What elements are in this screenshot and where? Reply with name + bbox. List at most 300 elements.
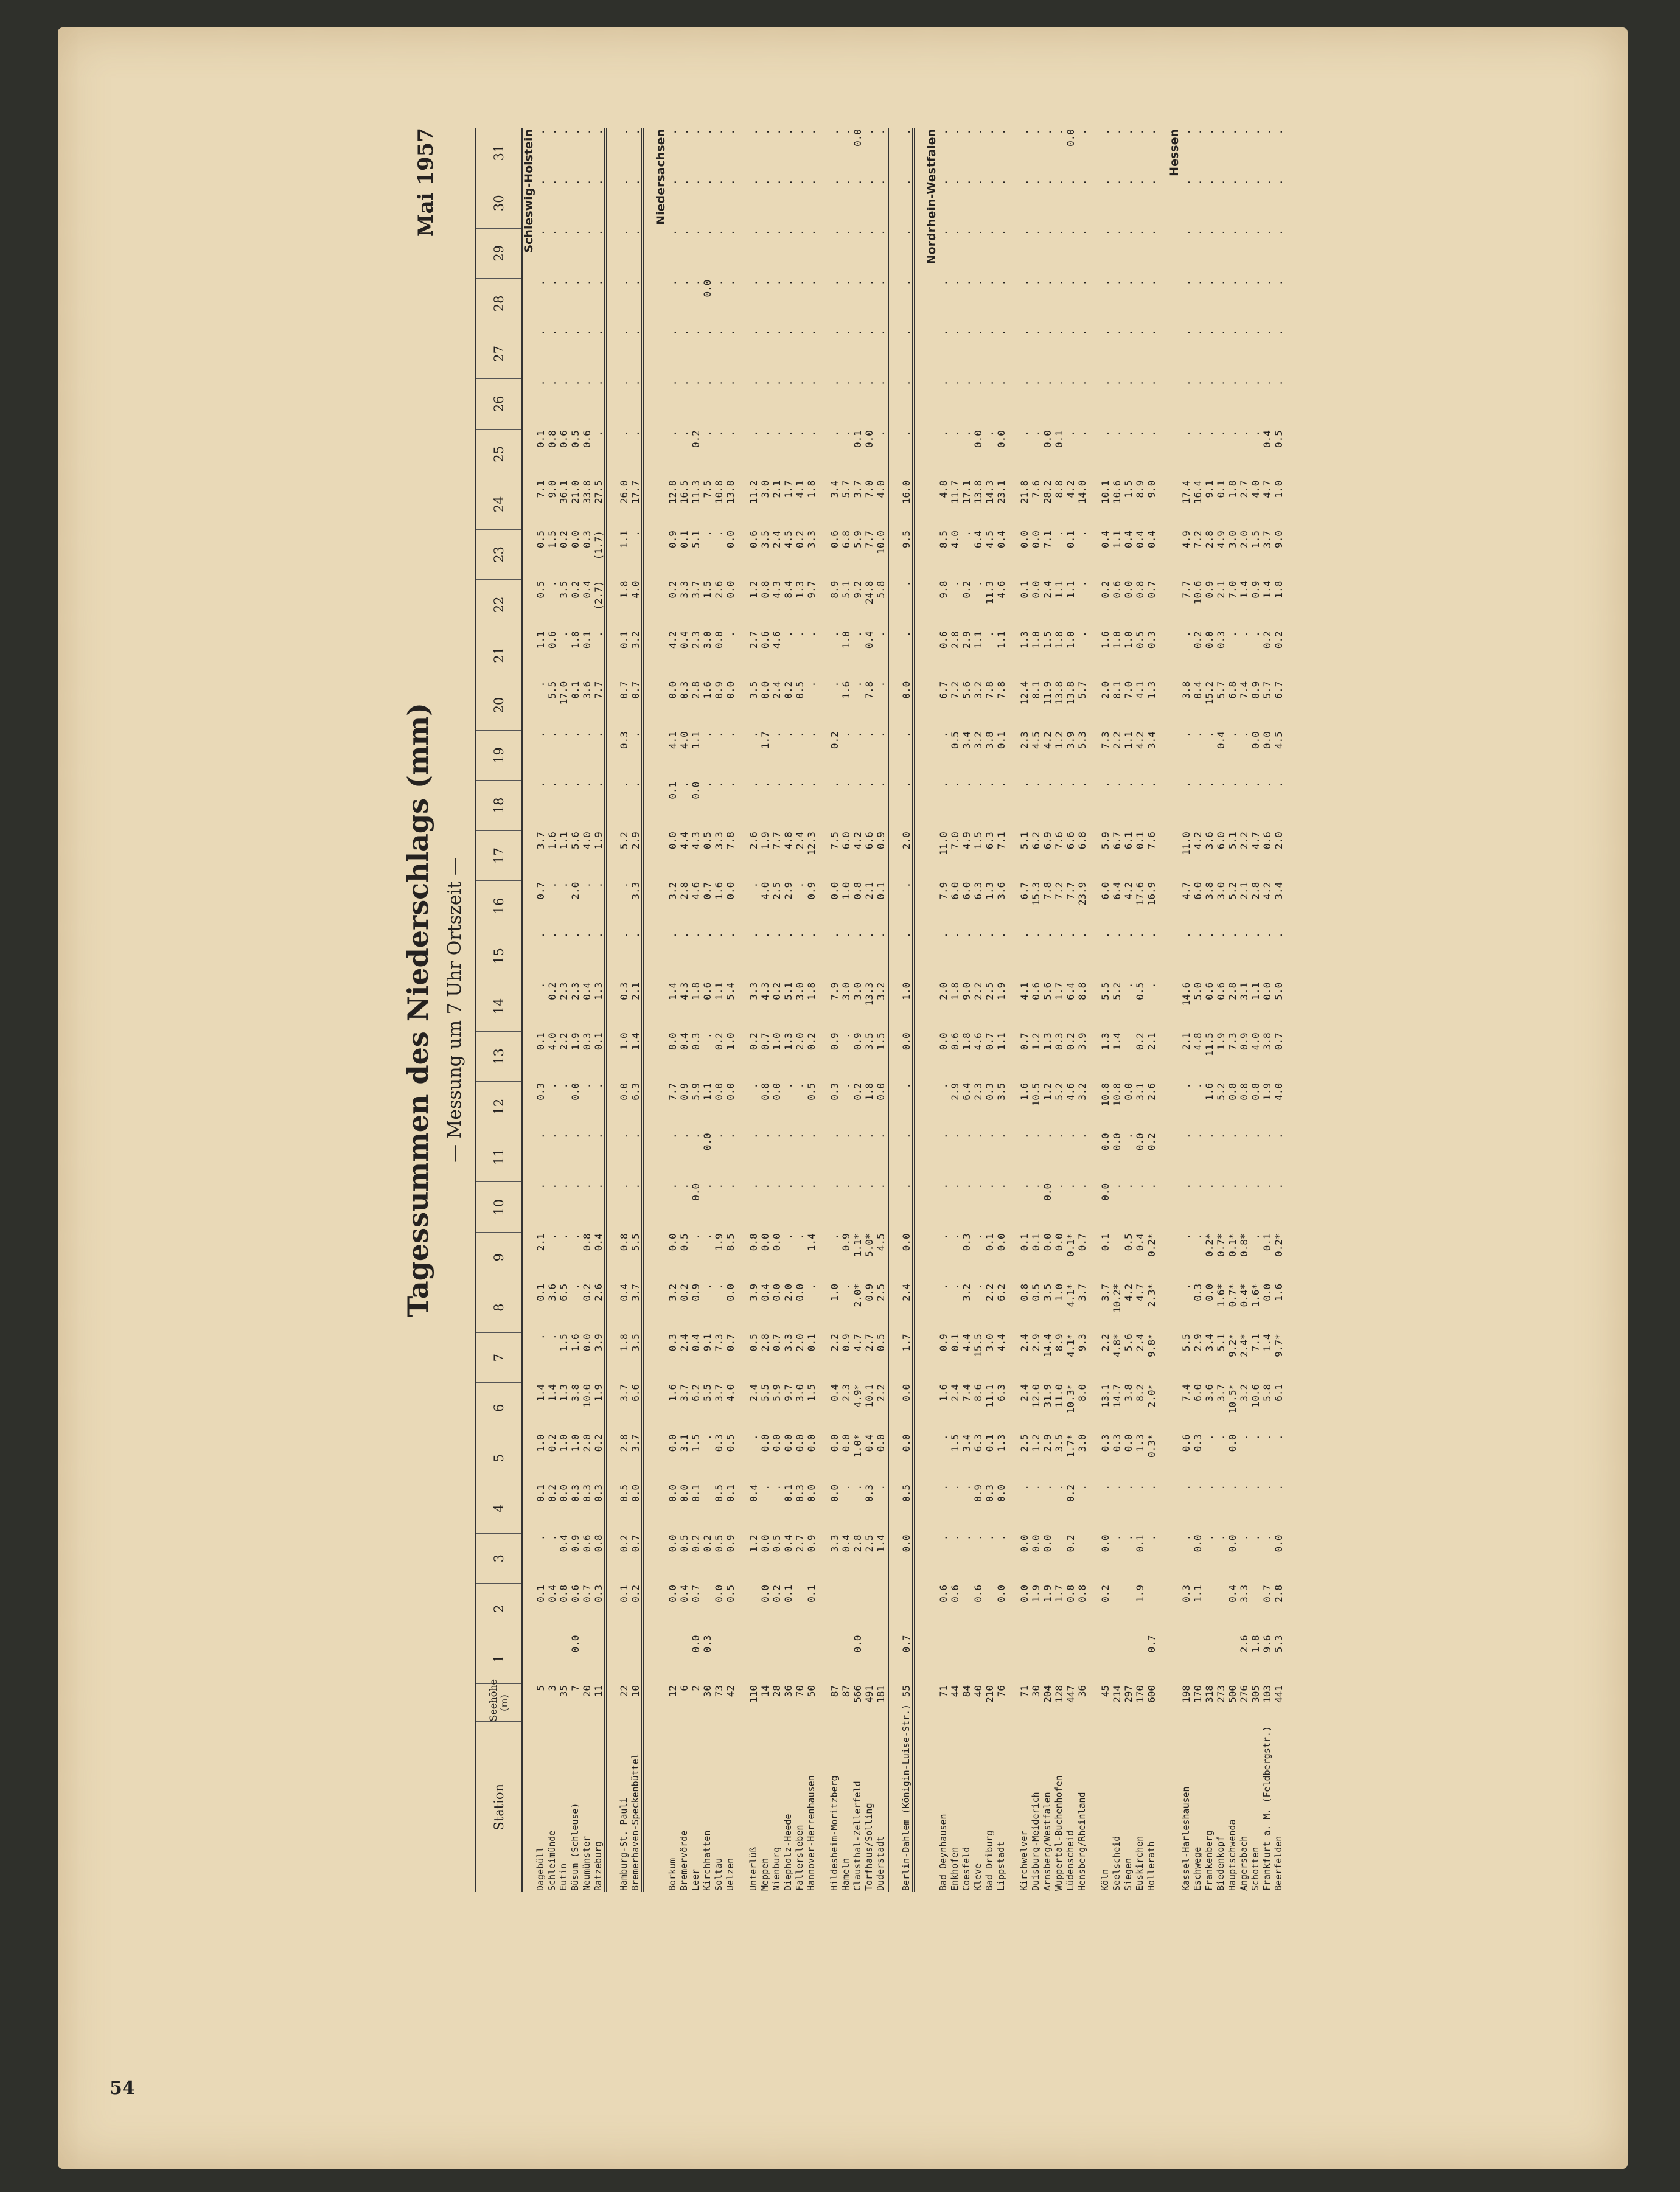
header-day: 13	[476, 1031, 523, 1082]
station-elevation: 84	[961, 1685, 972, 1697]
precip-value: 0.8	[546, 430, 558, 448]
station-elevation: 76	[995, 1685, 1007, 1697]
precip-value: 0.0	[1227, 1534, 1238, 1553]
precip-value: .	[1146, 1183, 1157, 1189]
precip-value: .	[984, 781, 995, 788]
precip-value: 1.0	[840, 631, 852, 649]
precip-value: 3.2	[961, 1283, 972, 1301]
precip-value: .	[794, 330, 806, 336]
precip-value: 2.0*	[852, 1283, 863, 1307]
precip-value	[949, 1634, 961, 1684]
precip-value: 0.8	[558, 1584, 570, 1602]
precip-value: 5.5	[1100, 982, 1111, 1000]
precip-value: 0.0	[995, 1584, 1007, 1602]
precip-value: .	[1030, 932, 1042, 938]
precip-value: .	[1134, 1183, 1146, 1189]
precip-value: .	[748, 1082, 759, 1089]
precip-value: .	[1076, 1133, 1088, 1139]
precip-value: 1.1	[690, 731, 702, 750]
station-name: Lippstadt	[995, 1841, 1006, 1891]
precip-value: 1.5	[806, 1383, 817, 1402]
precip-value: 13.1	[1100, 1383, 1111, 1408]
precip-value: .	[558, 1082, 570, 1089]
precip-value: .	[713, 179, 725, 186]
precip-value: 7.8	[1042, 882, 1053, 900]
region-name: Niedersachsen	[654, 129, 667, 225]
precip-value: 13.8	[1053, 681, 1065, 705]
precip-value: .	[938, 731, 949, 737]
precip-value: 0.0	[667, 1484, 678, 1502]
precip-value: .	[901, 129, 912, 135]
station-name: Bad Oeynhausen	[938, 1814, 949, 1891]
precip-value: 0.9	[570, 1534, 581, 1553]
precip-value: .	[1065, 279, 1076, 286]
station-elevation: 600	[1146, 1685, 1157, 1703]
precip-value	[995, 1634, 1007, 1684]
precip-value: .	[535, 129, 546, 135]
precip-value: 1.3	[1146, 681, 1157, 699]
precip-value: .	[1215, 1484, 1227, 1491]
precip-value: 0.6	[558, 430, 570, 448]
precip-value: .	[829, 1183, 840, 1189]
precip-value: .	[593, 882, 604, 888]
precip-value: 1.9	[570, 1032, 581, 1051]
precip-value: .	[1180, 1534, 1192, 1541]
precip-value: 0.0	[1100, 1534, 1111, 1553]
precip-value: .	[840, 781, 852, 788]
precip-value: .	[535, 1133, 546, 1139]
precip-value: .	[782, 1082, 794, 1089]
precip-value: 0.9	[667, 531, 678, 549]
precip-value: .	[535, 380, 546, 386]
precip-value: .	[581, 279, 593, 286]
precip-value: .	[771, 932, 782, 938]
precip-value: .	[546, 781, 558, 788]
precip-value: 0.5	[875, 1334, 887, 1352]
precip-value: .	[995, 380, 1007, 386]
precip-value: .	[949, 1534, 961, 1541]
precip-value: .	[782, 1183, 794, 1189]
header-day: 16	[476, 881, 523, 931]
precip-value: .	[949, 781, 961, 788]
precip-value: 0.0	[901, 1383, 912, 1402]
precip-value: .	[581, 330, 593, 336]
precip-value: 0.1	[593, 1032, 604, 1051]
station-elevation: 273	[1215, 1685, 1227, 1703]
precip-value: 0.0	[667, 1434, 678, 1452]
precip-value: 1.0	[570, 1434, 581, 1452]
precip-value: .	[748, 1133, 759, 1139]
precip-value: .	[1273, 1183, 1284, 1189]
precip-value: .	[1204, 129, 1215, 135]
precip-value: .	[725, 1183, 736, 1189]
precip-value: .	[725, 731, 736, 737]
precip-value: .	[863, 279, 875, 286]
precip-value: 1.3	[782, 1032, 794, 1051]
precip-value: .	[725, 430, 736, 436]
precip-value: .	[949, 1484, 961, 1491]
station-name: Hensberg/Rheinland	[1076, 1792, 1087, 1891]
precip-value: 0.7	[690, 1584, 702, 1602]
precip-value: .	[1250, 179, 1261, 186]
precip-value: .	[1111, 1534, 1123, 1541]
precip-value: 0.9	[972, 1484, 984, 1502]
precip-value: 1.7	[1053, 1584, 1065, 1602]
precip-value: 1.9	[1042, 1584, 1053, 1602]
station-elevation: 55	[901, 1685, 912, 1697]
precip-value: 4.0	[581, 832, 593, 850]
precip-value: .	[713, 330, 725, 336]
precip-value: 6.2	[690, 1383, 702, 1402]
precip-value: .	[840, 179, 852, 186]
precip-value	[852, 1584, 863, 1634]
precip-value: 9.3	[1076, 1334, 1088, 1352]
precip-value: .	[1146, 380, 1157, 386]
precip-value: .	[1053, 1183, 1065, 1189]
precip-value: 4.2	[1134, 731, 1146, 750]
precip-value: 7.7	[1180, 580, 1192, 599]
precip-value: 0.0	[901, 681, 912, 699]
table-row	[829, 128, 840, 1892]
precip-value: 2.9	[1042, 1434, 1053, 1452]
precip-value: 1.3	[1100, 1032, 1111, 1051]
precip-value: 3.0	[1227, 531, 1238, 549]
precip-value: 0.7	[630, 681, 641, 699]
precip-value	[1250, 1584, 1261, 1634]
precip-value: .	[630, 731, 641, 737]
precip-value: 0.0	[667, 1584, 678, 1602]
precip-value: 3.3	[748, 982, 759, 1000]
precip-value: 28.2	[1042, 480, 1053, 504]
precip-value: 0.0	[1227, 1434, 1238, 1452]
precip-value: 16.9	[1146, 882, 1157, 906]
precip-value: .	[1261, 279, 1273, 286]
precip-value: 2.3	[558, 982, 570, 1000]
precip-value: 0.5	[713, 1534, 725, 1553]
precip-value: .	[748, 731, 759, 737]
precip-value: 2.4	[1042, 580, 1053, 599]
table-row	[771, 128, 782, 1892]
precip-value: 0.4	[678, 631, 690, 649]
precip-value: .	[1180, 1484, 1192, 1491]
precip-value: .	[995, 781, 1007, 788]
precip-value	[1111, 1634, 1123, 1684]
precip-value: .	[1019, 330, 1030, 336]
precip-value: .	[558, 1183, 570, 1189]
precip-value: 8.9	[1250, 681, 1261, 699]
precip-value: .	[1065, 380, 1076, 386]
precip-value: .	[713, 731, 725, 737]
precip-value: .	[875, 1183, 887, 1189]
precip-value: .	[794, 731, 806, 737]
station-elevation: 103	[1261, 1685, 1273, 1703]
precip-value: .	[1030, 380, 1042, 386]
precip-value: .	[794, 882, 806, 888]
precip-value: .	[667, 129, 678, 135]
precip-value: 0.3	[581, 531, 593, 549]
precip-value: 0.1	[1065, 531, 1076, 549]
precip-value: .	[782, 179, 794, 186]
precip-value: .	[1076, 1484, 1088, 1491]
precip-value: .	[938, 1183, 949, 1189]
precip-value: .	[558, 781, 570, 788]
precip-value: 1.8	[806, 480, 817, 498]
precip-value: 6.7	[1019, 882, 1030, 900]
station-elevation: 35	[558, 1685, 570, 1697]
station-name: Eutin	[558, 1863, 569, 1891]
precip-value: 1.6	[840, 681, 852, 699]
precip-value: .	[972, 1233, 984, 1239]
precip-value: 2.8	[1204, 531, 1215, 549]
precip-value: .	[1261, 129, 1273, 135]
precip-value: 11.1	[984, 1383, 995, 1408]
precip-value: .	[593, 380, 604, 386]
precip-value: 2.6	[593, 1283, 604, 1301]
precip-value: 1.1*	[852, 1233, 863, 1257]
region-name: Hessen	[1168, 129, 1181, 176]
precip-value: 2.8	[949, 631, 961, 649]
precip-value	[1042, 1634, 1053, 1684]
station-name: Leer	[690, 1868, 701, 1891]
precip-value: 0.9	[725, 1534, 736, 1553]
precip-value: .	[901, 731, 912, 737]
precip-value: 0.3	[863, 1484, 875, 1502]
precip-value: 0.3	[1180, 1584, 1192, 1602]
precip-value: .	[1227, 279, 1238, 286]
precip-value: 5.6	[1042, 982, 1053, 1000]
precip-value: 1.3	[558, 1383, 570, 1402]
precip-value: 0.3	[535, 1082, 546, 1101]
precip-value: .	[852, 179, 863, 186]
precip-value	[1123, 1031, 1134, 1082]
precip-value: 0.2	[1146, 1133, 1157, 1151]
precip-value: 0.2	[1273, 631, 1284, 649]
precip-value: 4.9*	[852, 1383, 863, 1408]
precip-value: .	[581, 129, 593, 135]
precip-value: 0.0	[1100, 1133, 1111, 1151]
precip-value: 0.3	[1146, 631, 1157, 649]
station-elevation: 566	[852, 1685, 863, 1703]
precip-value: 0.2	[1100, 1584, 1111, 1602]
precip-value: 0.8	[748, 1233, 759, 1251]
precip-value: 1.5	[1042, 631, 1053, 649]
region-header	[1169, 128, 1180, 1892]
precip-value: .	[1053, 781, 1065, 788]
precip-value: .	[1250, 932, 1261, 938]
precip-value: 2.1	[1238, 882, 1250, 900]
station-name: Hamburg-St. Pauli	[618, 1797, 629, 1891]
precip-value: .	[690, 129, 702, 135]
precip-value: .	[713, 531, 725, 537]
precip-value: 6.2	[995, 1283, 1007, 1301]
precip-value: 1.1	[1123, 731, 1134, 750]
precip-value: .	[1273, 229, 1284, 235]
precip-value: 7.5	[829, 832, 840, 850]
precip-value: .	[1123, 1183, 1134, 1189]
precip-value: 12.4	[1019, 681, 1030, 705]
precip-value: .	[713, 380, 725, 386]
precip-value: .	[678, 1133, 690, 1139]
precip-value: 2.0	[794, 1334, 806, 1352]
precip-value	[1076, 1634, 1088, 1684]
precip-value: 0.0	[771, 1082, 782, 1101]
precip-value: .	[713, 430, 725, 436]
precip-value: .	[840, 1484, 852, 1491]
precip-value: 3.3	[806, 531, 817, 549]
precip-value: .	[901, 179, 912, 186]
precip-value: 4.6	[690, 882, 702, 900]
precip-value: .	[806, 129, 817, 135]
precip-value: 1.0	[725, 1032, 736, 1051]
precip-value: 23.1	[995, 480, 1007, 504]
precip-value: 5.9	[852, 531, 863, 549]
precip-value: 0.5	[678, 1233, 690, 1251]
precip-value: .	[1250, 1434, 1261, 1441]
precip-value: .	[961, 330, 972, 336]
precip-value: 6.0	[961, 882, 972, 900]
precip-value: 5.3	[1273, 1635, 1284, 1653]
precip-value: 1.8	[949, 982, 961, 1000]
precip-value: 2.8	[1227, 982, 1238, 1000]
precip-value: .	[1111, 1183, 1123, 1189]
precip-value: 4.0	[759, 882, 771, 900]
precip-value: 0.9	[840, 1334, 852, 1352]
precip-value: 6.1	[1273, 1383, 1284, 1402]
precip-value: .	[806, 1183, 817, 1189]
precip-value: .	[972, 279, 984, 286]
precip-value: 0.7	[901, 1635, 912, 1653]
precip-value: .	[1273, 781, 1284, 788]
station-name: Soltau	[713, 1857, 724, 1891]
precip-value: .	[1250, 430, 1261, 436]
table-row	[1204, 128, 1215, 1892]
precip-value: 0.5	[1134, 982, 1146, 1000]
precip-value: .	[1204, 932, 1215, 938]
precip-value	[667, 1634, 678, 1684]
precip-value: .	[1192, 430, 1204, 436]
station-name: Hauptschwenda	[1227, 1819, 1238, 1891]
precip-value: 2.4	[794, 832, 806, 850]
precip-value: .	[593, 781, 604, 788]
precip-value: .	[1134, 129, 1146, 135]
precip-value: 1.6	[1204, 1082, 1215, 1101]
precip-value: 0.2*	[1146, 1233, 1157, 1257]
precip-value: .	[581, 1133, 593, 1139]
precip-value: .	[840, 380, 852, 386]
precip-value: .	[794, 1133, 806, 1139]
precip-value: 7.7	[667, 1082, 678, 1101]
precip-value: 6.5	[558, 1283, 570, 1301]
precip-value: .	[748, 330, 759, 336]
header-day: 15	[476, 931, 523, 981]
precip-value: .	[1250, 330, 1261, 336]
precip-value: 0.0	[938, 1032, 949, 1051]
station-elevation: 128	[1053, 1685, 1065, 1703]
precip-value: .	[1134, 229, 1146, 235]
precip-value: .	[690, 380, 702, 386]
precip-value: .	[1146, 279, 1157, 286]
precip-value: .	[748, 1183, 759, 1189]
station-name: Köln	[1100, 1868, 1110, 1891]
precip-value: 7.7	[863, 531, 875, 549]
precip-value: .	[1076, 430, 1088, 436]
precip-value: 1.3	[593, 982, 604, 1000]
precip-value: .	[546, 1534, 558, 1541]
precip-value: .	[759, 1183, 771, 1189]
precip-value: 0.4*	[1238, 1283, 1250, 1307]
precip-value: .	[995, 229, 1007, 235]
precip-value: 2.3	[972, 1082, 984, 1101]
precip-value: 0.0	[1123, 1082, 1134, 1101]
precip-value	[1111, 1584, 1123, 1634]
precip-value: .	[702, 932, 713, 938]
precip-value: .	[794, 631, 806, 637]
station-name: Bad Driburg	[984, 1830, 995, 1891]
table-row	[1100, 128, 1111, 1892]
precip-value: .	[702, 229, 713, 235]
precip-value: 0.5	[1134, 631, 1146, 649]
precip-value: 0.7	[581, 1584, 593, 1602]
precip-value: 9.5	[901, 531, 912, 549]
precip-value: .	[1192, 229, 1204, 235]
precip-value: 5.2	[1215, 1082, 1227, 1101]
precip-value	[1227, 1634, 1238, 1684]
station-elevation: 491	[863, 1685, 875, 1703]
precip-value: .	[1215, 229, 1227, 235]
precip-value: 2.3	[690, 631, 702, 649]
precip-value: .	[1053, 129, 1065, 135]
precip-value: 0.0	[1261, 731, 1273, 750]
precip-value: 0.2	[558, 531, 570, 549]
precip-value: 0.2	[782, 681, 794, 699]
precip-value: .	[1204, 279, 1215, 286]
header-day: 4	[476, 1483, 523, 1534]
station-name: Biedenkopf	[1215, 1835, 1226, 1891]
precip-value: (2.7)	[593, 580, 604, 610]
station-name: Berlin-Dahlem (Königin-Luise-Str.)	[901, 1703, 911, 1891]
precip-value: 1.9	[593, 832, 604, 850]
precip-value: 1.3	[1134, 1434, 1146, 1452]
precip-value: .	[938, 229, 949, 235]
header-day: 23	[476, 529, 523, 580]
precip-value	[702, 1483, 713, 1534]
precip-value: 0.0	[690, 1183, 702, 1201]
precip-value	[875, 1634, 888, 1684]
precip-value: 3.7	[678, 1383, 690, 1402]
precip-value: 7.7	[593, 681, 604, 699]
precip-value: 3.6	[546, 1283, 558, 1301]
precip-value: .	[593, 631, 604, 637]
precip-value: .	[938, 1534, 949, 1541]
precip-value: .	[667, 932, 678, 938]
header-station: Station	[476, 1722, 523, 1892]
precip-value: .	[1146, 430, 1157, 436]
precip-value: 1.9	[1134, 1584, 1146, 1602]
precip-value: 0.3	[713, 1434, 725, 1452]
table-row	[1261, 128, 1273, 1892]
precip-value: .	[618, 430, 630, 436]
precip-value: .	[901, 229, 912, 235]
precip-value: .	[782, 430, 794, 436]
precip-value: .	[972, 580, 984, 587]
precip-value: 5.9	[1100, 832, 1111, 850]
precip-value: 0.0	[725, 1283, 736, 1301]
precip-value: 0.2	[678, 1283, 690, 1301]
precip-value: 2.2	[1111, 731, 1123, 750]
precip-value: .	[1065, 1183, 1076, 1189]
precip-value: .	[875, 430, 887, 436]
precip-value: 1.2	[1053, 731, 1065, 750]
